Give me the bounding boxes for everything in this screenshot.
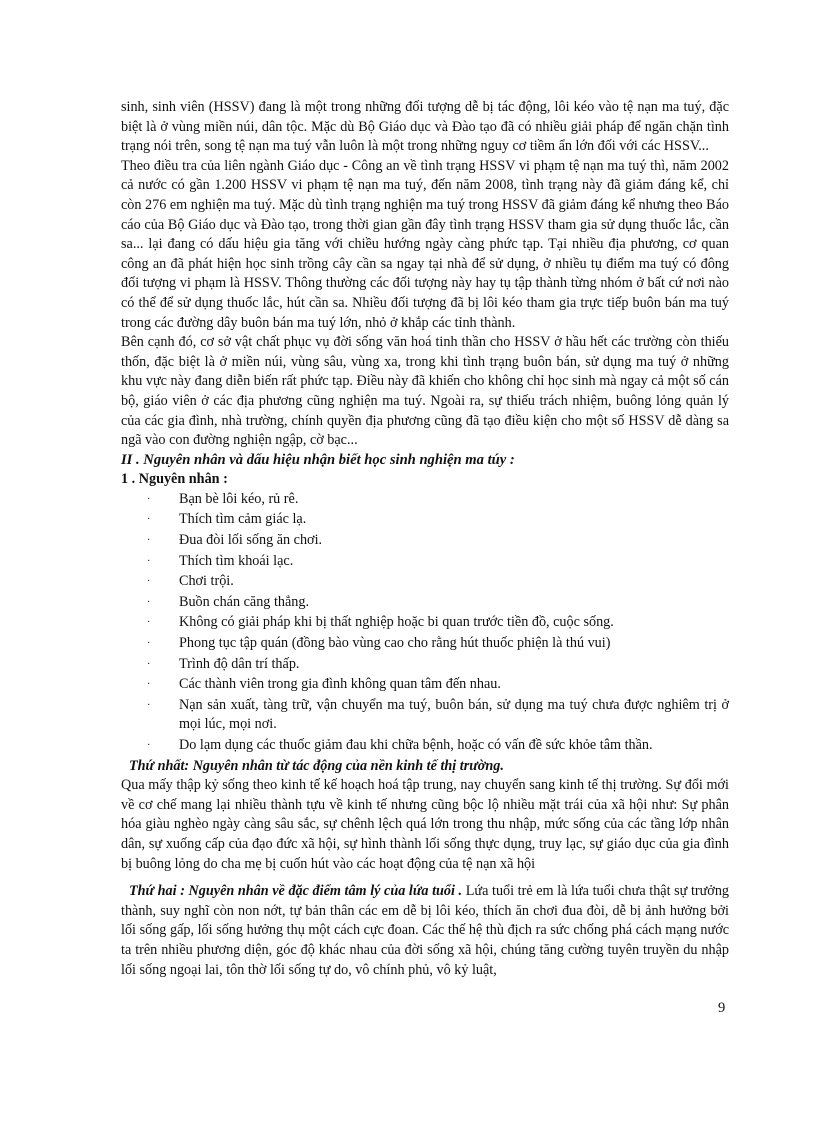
list-item: · Bạn bè lôi kéo, rủ rê. xyxy=(121,490,729,510)
bullet-icon: · xyxy=(147,679,151,691)
second-reason-lead: Thứ hai : Nguyên nhân về đặc điểm tâm lý của lứa tuổi . xyxy=(129,883,463,900)
bullet-icon: · xyxy=(147,493,151,505)
bullet-icon: · xyxy=(147,555,151,567)
list-item: · Phong tục tập quán (đồng bào vùng cao cho rằng hút thuốc phiện là thú vui) xyxy=(121,634,729,654)
paragraph-facilities: Bên cạnh đó, cơ sở vật chất phục vụ đời sống văn hoá tinh thần cho HSSV ở hầu hết các trường còn thiếu thốn, đặc biệt là ở miền núi, vùng sâu, vùng xa, trong khi tình trạng buôn bán, sử dụng ma tuý ở những khu vực này đang diễn biến rất phức tạp. Điều này đã khiến cho không chỉ học sinh mà ngay cả một số cán bộ, giáo viên ở các địa phương cũng nghiện ma tuý. Ngoài ra, sự thiếu trách nhiệm, buông lỏng quản lý của các gia đình, nhà trường, chính quyền địa phương cũng đã tạo điều kiện cho một số HSSV dễ dàng sa ngã vào con đường nghiện ngập, cờ bạc... xyxy=(121,334,729,449)
list-item: · Trình độ dân trí thấp. xyxy=(121,655,729,675)
section-heading: II . Nguyên nhân và dấu hiệu nhận biết học sinh nghiện ma túy : xyxy=(121,451,515,468)
list-item: · Nạn sản xuất, tàng trữ, vận chuyển ma tuý, buôn bán, sử dụng ma tuý chưa được nghiêm trị ở mọi lúc, mọi nơi. xyxy=(147,696,729,733)
second-reason xyxy=(121,882,729,980)
first-reason-body: Qua mấy thập kỷ sống theo kinh tế kế hoạch hoá tập trung, nay chuyển sang kinh tế thị trường. Sự đổi mới về cơ chế mang lại nhiều thành tựu về kinh tế nhưng cũng bộc lộ nhiều mặt trái của xã hội như: Sự phân hóa giàu nghèo ngày càng sâu sắc, sự chênh lệch quá lớn trong thu nhập, mức sống của các tầng lớp nhân dân, sự xuống cấp của đạo đức xã hội, sự hình thành lối sống thực dụng, truy lạc, sự giáo dục của gia đình bị buông lỏng do cha mẹ bị cuốn hút vào các hoạt động của tệ nạn xã hội xyxy=(121,777,729,872)
list-item: · Chơi trội. xyxy=(121,572,729,592)
bullet-icon: · xyxy=(147,576,151,588)
bullet-icon: · xyxy=(147,617,151,629)
subheading-causes: 1 . Nguyên nhân : xyxy=(121,471,228,488)
list-item: · Buồn chán căng thẳng. xyxy=(121,593,729,613)
bullet-icon: · xyxy=(147,699,151,711)
list-item: · Các thành viên trong gia đình không quan tâm đến nhau. xyxy=(121,675,729,695)
first-reason-lead: Thứ nhất: Nguyên nhân từ tác động của nền kinh tế thị trường. xyxy=(129,757,504,774)
bullet-icon: · xyxy=(147,596,151,608)
list-item: · Thích tìm khoái lạc. xyxy=(121,552,729,572)
document-page xyxy=(121,98,729,980)
bullet-icon: · xyxy=(147,740,151,751)
list-item: · Không có giải pháp khi bị thất nghiệp hoặc bi quan trước tiền đồ, cuộc sống. xyxy=(121,613,729,633)
list-item: · Do lạm dụng các thuốc giảm đau khi chữa bệnh, hoặc có vấn đề sức khỏe tâm thần. xyxy=(121,736,729,756)
list-item: · Đua đòi lối sống ăn chơi. xyxy=(121,531,729,551)
page-number: 9 xyxy=(718,1000,726,1016)
bullet-icon: · xyxy=(147,658,151,670)
bullet-icon: · xyxy=(147,535,151,547)
list-item: · Thích tìm cảm giác lạ. xyxy=(121,510,729,530)
paragraph-intro: sinh, sinh viên (HSSV) đang là một trong những đối tượng dễ bị tác động, lôi kéo vào tệ nạn ma tuý, đặc biệt là ở vùng miền núi, dân tộc. Mặc dù Bộ Giáo dục và Đào tạo đã có nhiều giải pháp để ngăn chặn tình trạng nói trên, song tệ nạn ma tuý vẫn luôn là một trong những nguy cơ tiềm ẩn lớn đối với các HSSV... xyxy=(121,99,729,155)
bullet-icon: · xyxy=(147,514,151,526)
bullet-icon: · xyxy=(147,638,151,650)
second-reason-body: Lứa tuổi trẻ em là lứa tuổi chưa thật sự trưởng thành, suy nghĩ còn non nớt, tự bản thân các em dễ bị lôi kéo, thích ăn chơi đua đòi, dễ bị ảnh hưởng bởi lối sống gấp, lối sống hưởng thụ một cách cực đoan. Các thế hệ thù địch ra sức chống phá cách mạng nước ta trên nhiều phương diện, góc độ khác nhau của đời sống xã hội, chúng tăng cường tuyên truyền du nhập lối sống ngoại lai, tôn thờ lối sống tự do, vô chính phủ, vô kỷ luật, xyxy=(121,883,730,978)
paragraph-survey: Theo điều tra của liên ngành Giáo dục - Công an về tình trạng HSSV vi phạm tệ nạn ma tuý thì, năm 2002 cả nước có gần 1.200 HSSV vi phạm tệ nạn ma tuý, đến năm 2008, tình trạng này đã giảm đáng kể, chỉ còn 276 em nghiện ma tuý. Mặc dù tình trạng nghiện ma tuý trong HSSV đã giảm đáng kể nhưng theo Báo cáo của Bộ Giáo dục và Đào tạo, trong thời gian gần đây tình trạng HSSV tham gia sử dụng thuốc lắc, cần sa... lại đang có dấu hiệu gia tăng với chiều hướng ngày càng phức tạp. Tại nhiều địa phương, cơ quan công an đã phát hiện học sinh trồng cây cần sa ngay tại nhà để sử dụng, ở nhiều tụ điểm ma tuý có đông đối tượng vi phạm là HSSV. Thông thường các đối tượng này hay tụ tập thành từng nhóm ở bất cứ nơi nào có thể để sử dụng thuốc lắc, hút cần sa. Nhiều đối tượng đã bị lôi kéo tham gia trực tiếp buôn bán ma tuý trong các đường dây buôn bán ma tuý lớn, nhỏ ở khắp các tỉnh thành. xyxy=(121,157,729,331)
causes-list xyxy=(121,490,729,756)
